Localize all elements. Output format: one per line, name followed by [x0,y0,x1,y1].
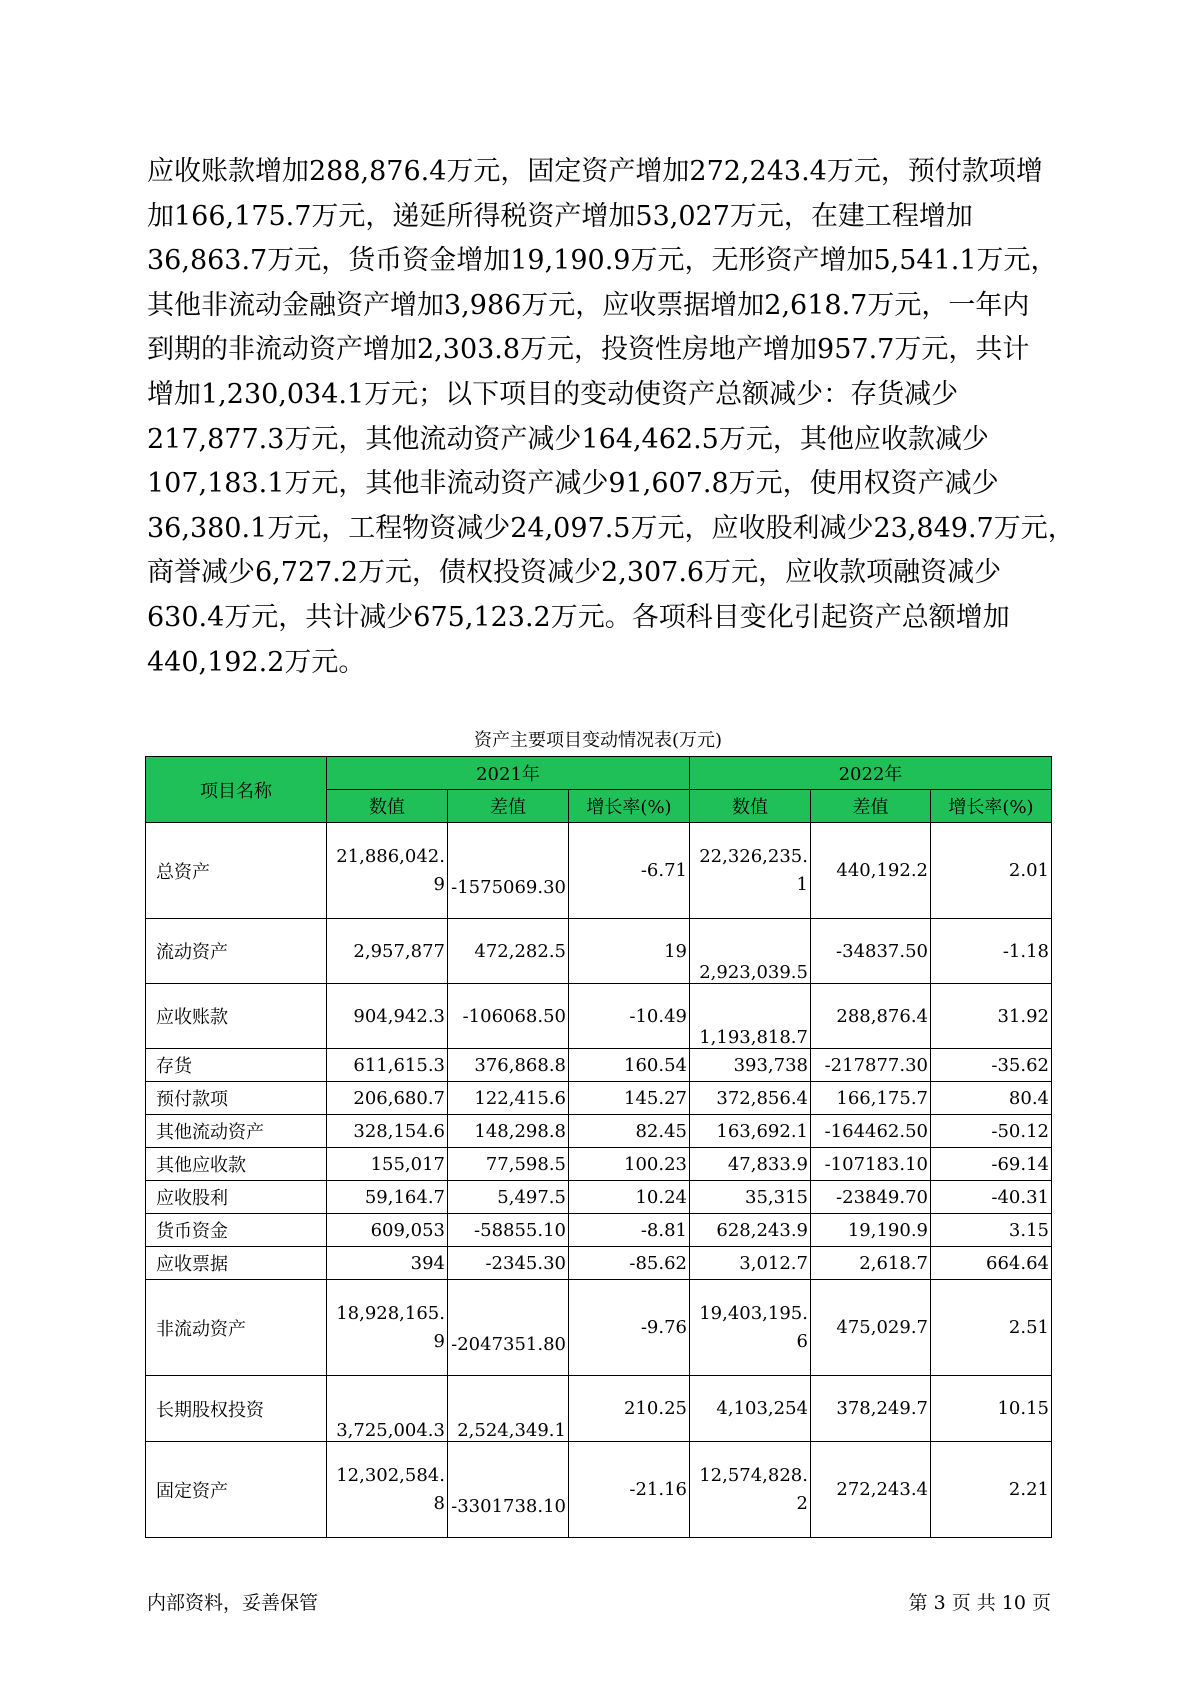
cell-diff-2022: 288,876.4 [811,984,931,1049]
table-row [146,1247,1052,1280]
header-growth: 增长率(%) [569,790,690,823]
cell-value-2022: 393,738 [690,1049,811,1082]
row-label: 应收票据 [146,1247,327,1280]
cell-value-2021: 2,957,877 [327,919,448,984]
cell-value-2022: 19,403,195.6 [690,1280,811,1376]
paragraph-line: 107,183.1万元，其他非流动资产减少91,607.8万元，使用权资产减少 [147,468,999,500]
cell-growth-2022: 10.15 [931,1376,1052,1442]
paragraph-line: 到期的非流动资产增加2,303.8万元，投资性房地产增加957.7万元，共计 [147,334,1030,366]
paragraph-line: 36,380.1万元，工程物资减少24,097.5万元，应收股利减少23,849.7万元， [147,512,1075,544]
paragraph-line: 217,877.3万元，其他流动资产减少164,462.5万元，其他应收款减少 [147,423,989,455]
cell-diff-2021: -58855.10 [448,1214,569,1247]
cell-diff-2021: 122,415.6 [448,1082,569,1115]
row-label: 固定资产 [146,1442,327,1538]
cell-value-2021: 328,154.6 [327,1115,448,1148]
header-value: 数值 [690,790,811,823]
cell-growth-2022: 2.01 [931,823,1052,919]
cell-value-2022: 628,243.9 [690,1214,811,1247]
cell-growth-2021: 19 [569,919,690,984]
paragraph-line: 36,863.7万元，货币资金增加19,190.9万元，无形资产增加5,541.1万元， [147,245,1058,277]
cell-diff-2021: 376,868.8 [448,1049,569,1082]
cell-value-2022: 3,012.7 [690,1247,811,1280]
header-growth: 增长率(%) [931,790,1052,823]
table-row [146,919,1052,984]
cell-diff-2021: -3301738.10 [448,1442,569,1538]
cell-diff-2022: -23849.70 [811,1181,931,1214]
table-row [146,823,1052,919]
cell-value-2022: 4,103,254 [690,1376,811,1442]
cell-value-2022: 163,692.1 [690,1115,811,1148]
row-label: 应收股利 [146,1181,327,1214]
cell-diff-2021: 148,298.8 [448,1115,569,1148]
table-row [146,1181,1052,1214]
cell-value-2021: 21,886,042.9 [327,823,448,919]
table-row [146,1082,1052,1115]
cell-diff-2022: 19,190.9 [811,1214,931,1247]
cell-diff-2022: 475,029.7 [811,1280,931,1376]
cell-diff-2021: 77,598.5 [448,1148,569,1181]
cell-value-2021: 155,017 [327,1148,448,1181]
cell-growth-2021: 100.23 [569,1148,690,1181]
cell-growth-2022: -69.14 [931,1148,1052,1181]
row-label: 长期股权投资 [146,1376,327,1442]
paragraph-line: 增加1,230,034.1万元；以下项目的变动使资产总额减少：存货减少 [147,378,959,410]
row-label: 非流动资产 [146,1280,327,1376]
cell-diff-2022: 272,243.4 [811,1442,931,1538]
cell-diff-2022: 2,618.7 [811,1247,931,1280]
cell-growth-2022: -50.12 [931,1115,1052,1148]
cell-value-2021: 394 [327,1247,448,1280]
row-label: 预付款项 [146,1082,327,1115]
table-row [146,1148,1052,1181]
cell-value-2022: 372,856.4 [690,1082,811,1115]
footer-confidential-note: 内部资料，妥善保管 [147,1592,319,1614]
cell-diff-2022: 166,175.7 [811,1082,931,1115]
header-year-2022: 2022年 [690,757,1052,790]
header-value: 数值 [327,790,448,823]
table-row [146,1442,1052,1538]
cell-growth-2021: -10.49 [569,984,690,1049]
header-row-years [146,757,1052,790]
cell-growth-2022: 2.21 [931,1442,1052,1538]
cell-value-2021: 206,680.7 [327,1082,448,1115]
cell-growth-2022: 3.15 [931,1214,1052,1247]
table-row [146,1376,1052,1442]
row-label: 应收账款 [146,984,327,1049]
cell-growth-2022: -1.18 [931,919,1052,984]
cell-value-2022: 2,923,039.5 [690,919,811,984]
cell-growth-2022: -40.31 [931,1181,1052,1214]
cell-growth-2021: 145.27 [569,1082,690,1115]
header-year-2021: 2021年 [327,757,690,790]
cell-value-2021: 59,164.7 [327,1181,448,1214]
cell-diff-2022: -217877.30 [811,1049,931,1082]
cell-growth-2022: 664.64 [931,1247,1052,1280]
row-label: 货币资金 [146,1214,327,1247]
cell-value-2021: 611,615.3 [327,1049,448,1082]
cell-diff-2022: -34837.50 [811,919,931,984]
row-label: 流动资产 [146,919,327,984]
cell-diff-2021: 2,524,349.1 [448,1376,569,1442]
table-row [146,1214,1052,1247]
row-label: 其他流动资产 [146,1115,327,1148]
cell-growth-2022: -35.62 [931,1049,1052,1082]
row-label: 存货 [146,1049,327,1082]
cell-growth-2022: 31.92 [931,984,1052,1049]
cell-value-2022: 1,193,818.7 [690,984,811,1049]
cell-growth-2021: 82.45 [569,1115,690,1148]
paragraph-line: 其他非流动金融资产增加3,986万元，应收票据增加2,618.7万元，一年内 [147,289,1030,321]
cell-growth-2021: -21.16 [569,1442,690,1538]
cell-diff-2022: 378,249.7 [811,1376,931,1442]
cell-diff-2021: -1575069.30 [448,823,569,919]
cell-value-2021: 609,053 [327,1214,448,1247]
cell-diff-2021: 5,497.5 [448,1181,569,1214]
paragraph-line: 440,192.2万元。 [147,646,366,678]
row-label: 总资产 [146,823,327,919]
cell-growth-2021: 10.24 [569,1181,690,1214]
cell-growth-2022: 80.4 [931,1082,1052,1115]
paragraph-line: 商誉减少6,727.2万元，债权投资减少2,307.6万元，应收款项融资减少 [147,557,1002,589]
cell-value-2022: 12,574,828.2 [690,1442,811,1538]
cell-value-2022: 22,326,235.1 [690,823,811,919]
cell-diff-2021: 472,282.5 [448,919,569,984]
table-title: 资产主要项目变动情况表(万元) [473,730,723,751]
cell-diff-2021: -2345.30 [448,1247,569,1280]
cell-value-2021: 18,928,165.9 [327,1280,448,1376]
body-paragraph [147,150,1075,685]
asset-change-table [145,756,1052,1538]
cell-growth-2021: -8.81 [569,1214,690,1247]
paragraph-line: 应收账款增加288,876.4万元，固定资产增加272,243.4万元，预付款项增 [147,156,1043,187]
cell-growth-2021: -6.71 [569,823,690,919]
cell-value-2022: 35,315 [690,1181,811,1214]
cell-diff-2021: -106068.50 [448,984,569,1049]
cell-value-2021: 3,725,004.3 [327,1376,448,1442]
cell-growth-2022: 2.51 [931,1280,1052,1376]
cell-diff-2021: -2047351.80 [448,1280,569,1376]
header-item-name: 项目名称 [146,757,327,823]
cell-growth-2021: -85.62 [569,1247,690,1280]
cell-diff-2022: 440,192.2 [811,823,931,919]
header-diff: 差值 [811,790,931,823]
table-row [146,1280,1052,1376]
cell-value-2022: 47,833.9 [690,1148,811,1181]
cell-diff-2022: -107183.10 [811,1148,931,1181]
cell-value-2021: 12,302,584.8 [327,1442,448,1538]
cell-growth-2021: -9.76 [569,1280,690,1376]
footer-page-number: 第 3 页 共 10 页 [908,1592,1051,1614]
paragraph-line: 加166,175.7万元，递延所得税资产增加53,027万元，在建工程增加 [147,200,973,232]
cell-growth-2021: 160.54 [569,1049,690,1082]
cell-value-2021: 904,942.3 [327,984,448,1049]
table-row [146,984,1052,1049]
paragraph-line: 630.4万元，共计减少675,123.2万元。各项科目变化引起资产总额增加 [147,601,1010,633]
row-label: 其他应收款 [146,1148,327,1181]
header-diff: 差值 [448,790,569,823]
table-row [146,1115,1052,1148]
cell-growth-2021: 210.25 [569,1376,690,1442]
cell-diff-2022: -164462.50 [811,1115,931,1148]
table-row [146,1049,1052,1082]
